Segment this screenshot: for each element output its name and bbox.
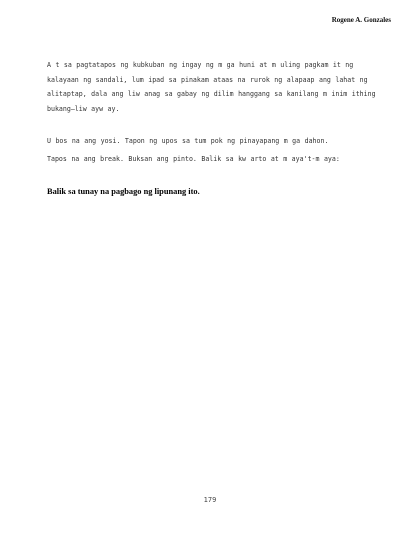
header-author-name: Rogene A. Gonzales <box>331 16 391 24</box>
paragraph-alitaptap: A t sa pagtatapos ng kubkuban ng ingay ng m ga huni at m uling pagkam it ng kalayaan ng sandali, lum ipad sa pinakam ataas na rurok ng alapaap ang lahat ng alitaptap, dala ang liw anag sa gabay ng dilim hanggang sa kanilang m inim ithing bukang–liw ayw ay. <box>47 61 376 113</box>
closing-line: Balik sa tunay na pagbago ng lipunang ito. <box>47 187 200 196</box>
paragraph-break: Tapos na ang break. Buksan ang pinto. Balik sa kw arto at m aya't-m aya: <box>47 154 340 163</box>
page-number: 179 <box>203 496 217 504</box>
paragraph-yosi: U bos na ang yosi. Tapon ng upos sa tum pok ng pinayapang m ga dahon. <box>47 137 329 145</box>
page-body <box>47 58 377 196</box>
